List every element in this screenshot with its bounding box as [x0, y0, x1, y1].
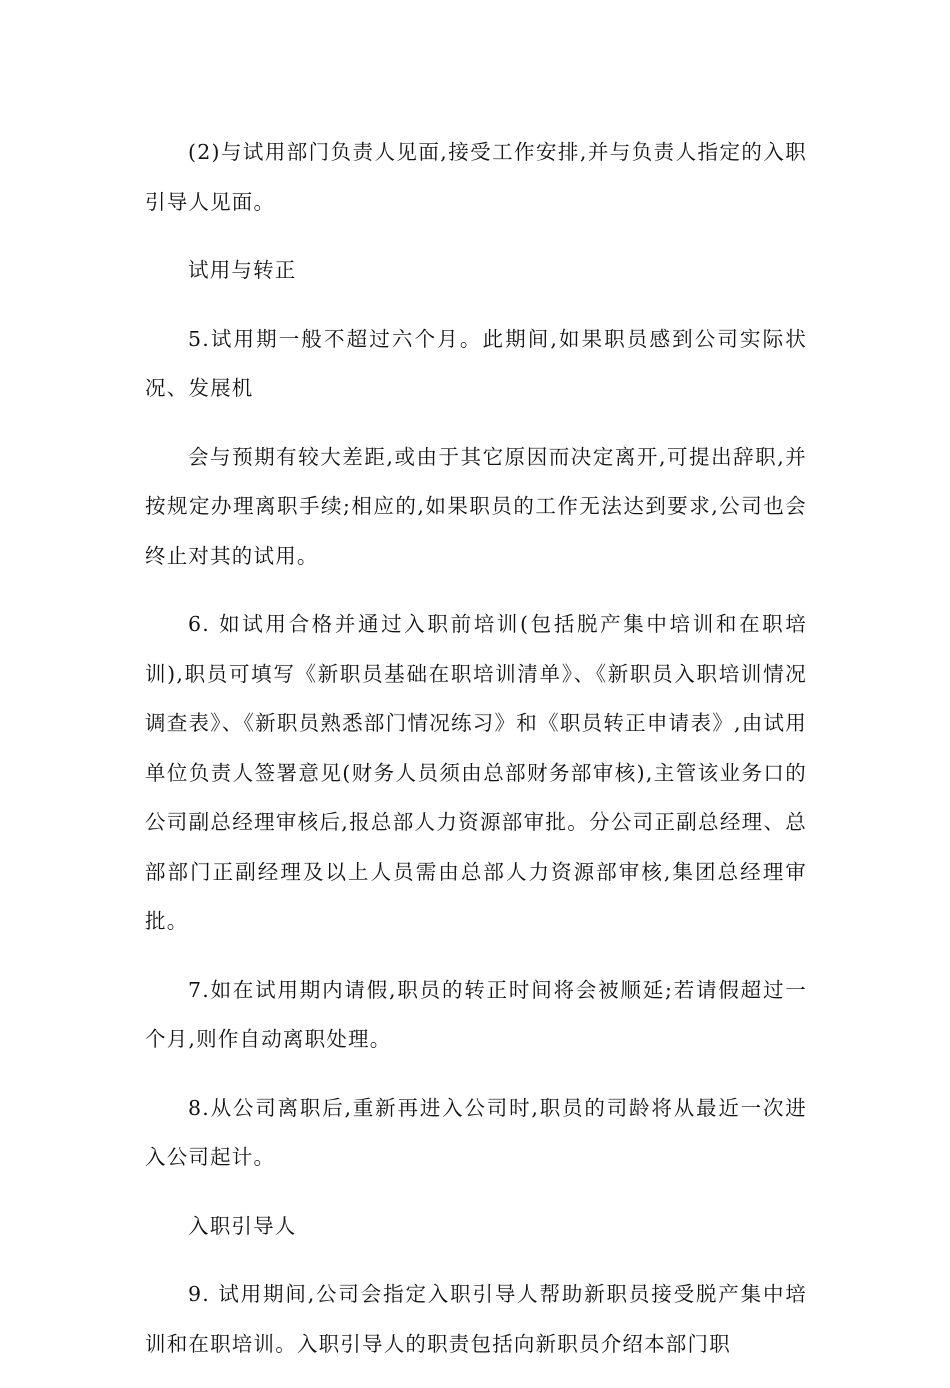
paragraph-meet-department-head: (2)与试用部门负责人见面,接受工作安排,并与负责人指定的入职引导人见面。: [145, 140, 807, 214]
paragraph-item-7: 7.如在试用期内请假,职员的转正时间将会被顺延;若请假超过一个月,则作自动离职处理。: [145, 977, 807, 1051]
paragraph-item-8: 8.从公司离职后,重新再进入公司时,职员的司龄将从最近一次进入公司起计。: [145, 1095, 807, 1169]
document-body: [145, 128, 807, 1388]
section-heading-onboarding-guide: 入职引导人: [188, 1213, 297, 1238]
section-heading-probation: 试用与转正: [188, 258, 297, 282]
paragraph-item-9: 9. 试用期间,公司会指定入职引导人帮助新职员接受脱产集中培训和在职培训。入职引导人的职责包括向新职员介绍本部门职: [145, 1282, 807, 1356]
paragraph-item-5-continued: 会与预期有较大差距,或由于其它原因而决定离开,可提出辞职,并按规定办理离职手续;相应的,如果职员的工作无法达到要求,公司也会终止对其的试用。: [145, 444, 807, 568]
paragraph-item-6: 6. 如试用合格并通过入职前培训(包括脱产集中培训和在职培训),职员可填写《新职员基础在职培训清单》、《新职员入职培训情况调查表》、《新职员熟悉部门情况练习》和《职员转正申请表》,由试用单位负责人签署意见(财务人员须由总部财务部审核),主管该业务口的公司副总经理审核后,报总部人力资源部审批。分公司正副总经理、总部部门正副经理及以上人员需由总部人力资源部审核,集团总经理审批。: [145, 612, 807, 933]
paragraph-item-5: 5.试用期一般不超过六个月。此期间,如果职员感到公司实际状况、发展机: [145, 326, 807, 400]
